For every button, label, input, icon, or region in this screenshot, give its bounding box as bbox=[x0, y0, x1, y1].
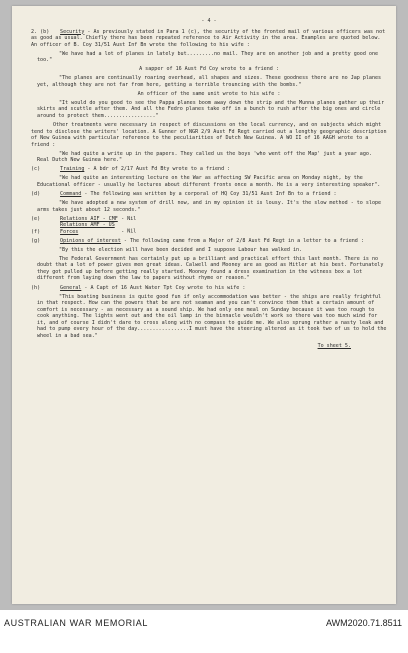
section-heading: Command bbox=[60, 190, 82, 197]
document-content bbox=[31, 18, 387, 352]
section-label: (f) bbox=[31, 228, 41, 235]
section-heading: Relations AIF - CMF bbox=[60, 215, 118, 222]
section-text: - The following was written by a corporal of HQ Coy 31/51 Aust Inf Bn to a friend : bbox=[84, 190, 337, 197]
section-label: (c) bbox=[31, 166, 41, 173]
quote-paragraph: "We had quite a write up in the papers. They called us the boys 'who went off the Map' just a year ago. Real Dutch New Guinea here." bbox=[37, 150, 372, 164]
section-heading: Security bbox=[60, 28, 85, 35]
body-paragraph: Other treatments were necessary in respect of discussions on the local currency, and on subjects which might tend to disclose the writers' location. A Gunner of NGR 2/9 Aust Fd Regt carried out a lengthy geographic description of New Guinea with particular reference to the peculiarities of Dutch New Guinea. A WO II of 16 AAGH wrote to a friend : bbox=[31, 122, 387, 148]
quote-paragraph: "It would do you good to see the Pappa planes boom away down the strip and the Munna planes gather up their skirts and scuttle after them. And all the Fedro planes take off in a bunch to rush after the big ones and circle around to protect them................." bbox=[37, 99, 385, 119]
quote-paragraph: "We have had a lot of planes in lately but.........no mail. They are on another job and a pretty good one too." bbox=[37, 50, 379, 64]
section-heading: General bbox=[60, 284, 82, 291]
section-text: - The following came from a Major of 2/8 Aust Fd Regt in a letter to a friend : bbox=[123, 237, 364, 244]
footer-institution: AUSTRALIAN WAR MEMORIAL bbox=[4, 618, 148, 628]
section-general bbox=[31, 285, 387, 292]
relations-value: - Nil bbox=[121, 215, 137, 222]
continuation-note: To sheet 5. bbox=[317, 343, 351, 350]
intro-paragraph: An officer of the same unit wrote to his wife : bbox=[137, 90, 281, 97]
section-text: - As previously stated in Para 1 (c), the security of the fronted mail of various officers was not as good as usual. Chiefly there has been repeated reference to Air Activity in the area. Examples are quoted below. An officer of B. Coy 31/51 Aust Inf Bn wrote the following to his wife : bbox=[31, 28, 386, 48]
section-training bbox=[31, 166, 387, 173]
relations-row bbox=[31, 222, 387, 235]
section-heading: Relations AMF - US Forces bbox=[60, 222, 115, 235]
section-command bbox=[31, 191, 387, 198]
quote-paragraph: "We had quite an interesting lecture on the War as affecting SW Pacific area on Monday night, by the Educational officer - usually he lectures about different fronts once a month. He is a very interesting speaker". bbox=[37, 175, 381, 188]
footer-accession-number: AWM2020.71.8511 bbox=[325, 618, 402, 628]
quote-paragraph: "We have adopted a new system of drill now, and in my opinion it is lousy. It's the slow method - to slope arms takes just about 12 seconds." bbox=[37, 200, 382, 213]
section-label: (e) bbox=[31, 215, 41, 222]
section-text: - A Capt of 16 Aust Water Tpt Coy wrote to his wife : bbox=[84, 284, 246, 291]
section-heading: Training bbox=[60, 166, 85, 173]
quote-paragraph: "The planes are continually roaring overhead, all shapes and sizes. These goodness there are no Jap planes yet, although they are not far from here, getting a terrible trouncing with the bombs." bbox=[37, 75, 382, 88]
section-label: 2. (b) bbox=[31, 28, 50, 35]
section-label: (d) bbox=[31, 190, 41, 197]
archive-footer bbox=[0, 610, 408, 653]
intro-paragraph: A sapper of 16 Aust Fd Coy wrote to a friend : bbox=[139, 66, 279, 73]
section-label: (g) bbox=[31, 237, 41, 244]
quote-paragraph: "This boating business is quite good fun if only accommodation was better - the ships are really frightful in that respect. How can the powers that be are not seaman and you can't convince them that a certain amount of comfort is necessary - as necessary as a sound ship. We had only one meal on Sunday because it was too rough to cook anything. The lights went out and the oil lamp in the binnacle wouldn't work so there was too much wind for it, and of course I didn't dare to cross along with no compass to guide me. We also sprung rather a nasty leak and had to pump every hour of the day.................I must have the steering altered as it took two of us to hold the wheel in a bad sea." bbox=[37, 293, 387, 339]
relations-value: - Nil bbox=[121, 228, 137, 235]
section-label: (h) bbox=[31, 284, 41, 291]
section-opinions bbox=[31, 238, 387, 245]
quote-paragraph: The Federal Government has certainly put up a brilliant and practical effort this last month. There is no doubt that a lot of power gives men great ideas. Calwell and Mooney are as good as Hitler at his best. Fortunately they got pulled up before getting really started. Mooney found a dress examination in the witness box a lot different from laying down the law to papers without rhyme or reason." bbox=[37, 255, 384, 282]
section-security bbox=[31, 29, 387, 49]
page-number: - 4 - bbox=[201, 18, 217, 24]
document-sheet bbox=[12, 6, 396, 604]
quote-paragraph: "By this the election will have been decided and I suppose Labour has walked in. bbox=[59, 246, 303, 253]
section-heading: Opinions of interest bbox=[60, 237, 121, 244]
section-text: - A bdr of 2/17 Aust Fd Bty wrote to a friend : bbox=[87, 166, 231, 173]
